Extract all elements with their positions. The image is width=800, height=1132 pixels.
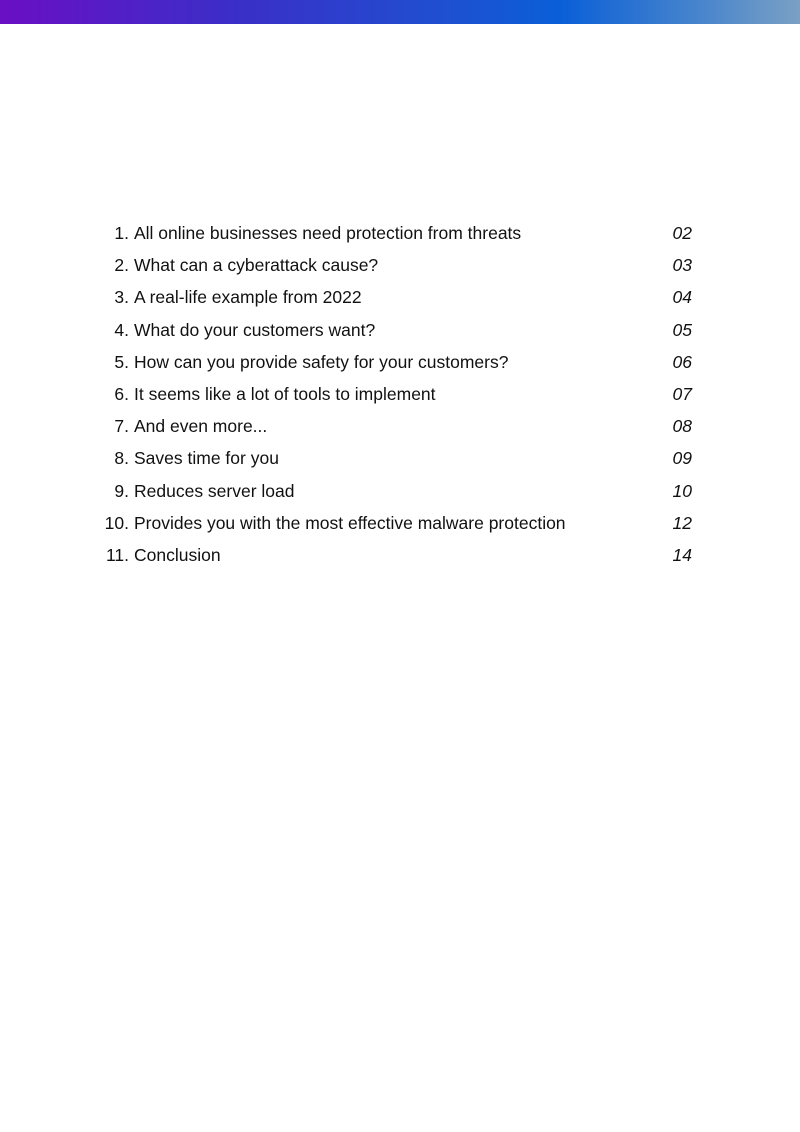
toc-entry-title: What can a cyberattack cause? (134, 255, 379, 276)
toc-entry-page: 09 (672, 448, 692, 469)
toc-entry[interactable] (0, 249, 800, 281)
toc-entry-number: 2. (114, 255, 129, 276)
toc-entry-title: A real-life example from 2022 (134, 287, 362, 308)
toc-entry-title: Provides you with the most effective malware protection (134, 512, 566, 533)
toc-entry[interactable] (0, 314, 800, 346)
toc-entry[interactable] (0, 378, 800, 410)
toc-entry-number: 3. (114, 287, 129, 308)
toc-entry[interactable] (0, 410, 800, 442)
toc-entry-title: Saves time for you (134, 448, 279, 469)
toc-entry-title: Conclusion (134, 544, 221, 565)
toc-entry[interactable] (0, 507, 800, 539)
toc-entry-page: 02 (672, 223, 692, 243)
table-of-contents (0, 217, 800, 571)
toc-entry-number: 4. (114, 319, 129, 340)
toc-entry[interactable] (0, 346, 800, 378)
toc-entry[interactable] (0, 217, 800, 249)
toc-entry-title: How can you provide safety for your customers? (134, 351, 509, 372)
toc-entry-page: 08 (672, 416, 692, 437)
toc-entry-number: 6. (114, 383, 129, 404)
toc-entry-page: 04 (672, 287, 692, 308)
toc-entry-title: It seems like a lot of tools to implement (134, 383, 436, 404)
toc-entry[interactable] (0, 281, 800, 313)
toc-entry-title: What do your customers want? (134, 319, 376, 340)
toc-entry-page: 03 (672, 255, 692, 276)
toc-entry-number: 1. (114, 223, 129, 243)
toc-entry-number: 7. (114, 416, 129, 437)
toc-entry-number: 5. (114, 351, 129, 372)
toc-entry-number: 10. (104, 512, 129, 533)
toc-entry-number: 9. (114, 480, 129, 501)
toc-entry[interactable] (0, 539, 800, 571)
toc-entry-page: 12 (672, 512, 692, 533)
header-gradient-band (0, 0, 800, 24)
toc-entry-title: All online businesses need protection from threats (134, 223, 522, 243)
toc-entry-title: Reduces server load (134, 480, 295, 501)
toc-entry-page: 14 (672, 544, 692, 565)
toc-entry[interactable] (0, 475, 800, 507)
toc-entry-page: 05 (672, 319, 692, 340)
toc-entry-page: 06 (672, 351, 692, 372)
toc-entry[interactable] (0, 442, 800, 474)
toc-entry-page: 07 (672, 383, 692, 404)
toc-entry-title: And even more... (134, 416, 268, 437)
toc-entry-number: 11. (105, 544, 129, 565)
toc-entry-number: 8. (114, 448, 129, 469)
toc-entry-page: 10 (672, 480, 692, 501)
